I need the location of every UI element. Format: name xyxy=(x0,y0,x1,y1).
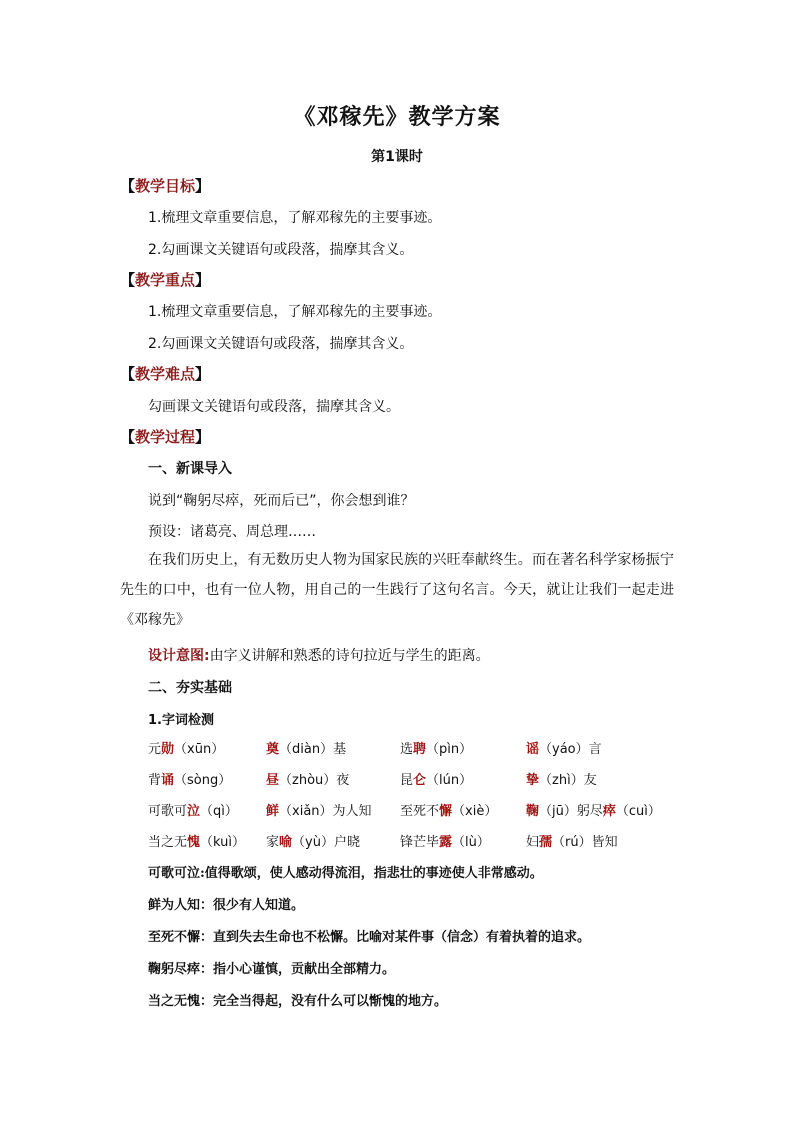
bracket-open: 【 xyxy=(120,271,136,289)
section-heading-goals xyxy=(120,175,210,196)
vocab-red: 鞠 xyxy=(526,804,540,819)
vocab-rest: 言 xyxy=(588,742,602,757)
vocab-pre: 家 xyxy=(266,835,280,850)
vocab-pre: 当之无 xyxy=(148,835,188,850)
vocab-pinyin: （pìn） xyxy=(426,742,473,757)
design-intent-text: 由字义讲解和熟悉的诗句拉近与学生的距离。 xyxy=(209,648,490,664)
vocab-red: 鲜 xyxy=(266,804,280,819)
heading-label: 教学目标 xyxy=(135,177,196,195)
vocab-pinyin: （jū） xyxy=(539,804,577,819)
vocab-red: 孺 xyxy=(539,835,553,850)
vocab-pinyin: （diàn） xyxy=(279,742,334,757)
vocab-pre: 可歌可 xyxy=(148,804,188,819)
vocab-pinyin: （lún） xyxy=(426,773,473,788)
vocab-word xyxy=(526,831,618,850)
definition-item: 鞠躬尽瘁：指小心谨慎，贡献出全部精力。 xyxy=(148,962,396,977)
vocab-word xyxy=(400,769,472,788)
intro-preset: 预设：诸葛亮、周总理…… xyxy=(148,524,316,540)
intro-heading: 一、新课导入 xyxy=(148,461,232,477)
vocab-red: 仑 xyxy=(413,773,427,788)
heading-label: 教学重点 xyxy=(135,271,196,289)
vocab-word xyxy=(526,738,602,757)
vocab-pre: 元 xyxy=(148,742,162,757)
vocab-pinyin: （qì） xyxy=(200,804,238,819)
vocab-rest: 为人知 xyxy=(332,804,372,819)
goal-item: 1.梳理文章重要信息，了解邓稼先的主要事迹。 xyxy=(148,210,442,226)
design-intent-label: 设计意图: xyxy=(148,648,210,664)
vocab-pinyin: （xiǎn） xyxy=(279,804,333,819)
definition-item: 可歌可泣:值得歌颂，使人感动得流泪，指悲壮的事迹使人非常感动。 xyxy=(148,866,543,881)
vocab-pinyin: （yáo） xyxy=(539,742,589,757)
bracket-close: 】 xyxy=(195,271,211,289)
design-intent xyxy=(148,645,490,665)
vocab-pinyin: （zhòu） xyxy=(279,773,337,788)
vocab-rest: 夜 xyxy=(336,773,350,788)
vocab-red: 愧 xyxy=(187,835,201,850)
vocab-red: 奠 xyxy=(266,742,280,757)
page-title: 《邓稼先》教学方案 xyxy=(293,105,501,130)
page-subtitle: 第1课时 xyxy=(371,149,423,165)
vocab-red: 昼 xyxy=(266,773,280,788)
vocab-rest: 友 xyxy=(583,773,597,788)
vocab-pinyin: （sòng） xyxy=(174,773,232,788)
vocab-pre: 至死不 xyxy=(400,804,440,819)
difficulty-item: 勾画课文关键语句或段落，揣摩其含义。 xyxy=(148,399,400,415)
vocab-word xyxy=(526,769,597,788)
bracket-open: 【 xyxy=(120,365,136,383)
vocab-pinyin: （kuì） xyxy=(200,835,246,850)
intro-question: 说到“鞠躬尽瘁，死而后已”，你会想到谁？ xyxy=(148,493,415,509)
vocab-word xyxy=(266,800,372,819)
vocab-word xyxy=(400,800,497,819)
basics-subheading: 1.字词检测 xyxy=(148,713,214,728)
definition-item: 当之无愧：完全当得起，没有什么可以惭愧的地方。 xyxy=(148,994,448,1009)
definition-item: 至死不懈：直到失去生命也不松懈。比喻对某件事（信念）有着执着的追求。 xyxy=(148,930,591,945)
vocab-rest: 躬尽 xyxy=(576,804,603,819)
vocab-word xyxy=(266,738,346,757)
vocab-red: 勋 xyxy=(161,742,175,757)
goal-item: 2.勾画课文关键语句或段落，揣摩其含义。 xyxy=(148,242,414,258)
basics-heading: 二、夯实基础 xyxy=(148,680,232,696)
vocab-pre: 昆 xyxy=(400,773,414,788)
vocab-pinyin: （xūn） xyxy=(174,742,225,757)
bracket-open: 【 xyxy=(120,177,136,195)
vocab-red: 露 xyxy=(439,835,453,850)
definition-item: 鲜为人知：很少有人知道。 xyxy=(148,898,305,913)
intro-paragraph: 在我们历史上，有无数历史人物为国家民族的兴旺奉献终生。而在著名科学家杨振宁先生的口中，也有一位人物，用自己的一生践行了这句名言。今天，就让让我们一起走进《邓稼先》 xyxy=(120,552,674,628)
focus-item: 1.梳理文章重要信息，了解邓稼先的主要事迹。 xyxy=(148,304,442,320)
vocab-pre: 背 xyxy=(148,773,162,788)
bracket-open: 【 xyxy=(120,428,136,446)
vocab-red2: 瘁 xyxy=(602,804,616,819)
heading-label: 教学过程 xyxy=(135,428,196,446)
section-heading-process xyxy=(120,426,210,447)
vocab-word xyxy=(266,769,349,788)
vocab-rest: 户晓 xyxy=(333,835,360,850)
focus-item: 2.勾画课文关键语句或段落，揣摩其含义。 xyxy=(148,336,414,352)
vocab-red: 懈 xyxy=(439,804,453,819)
vocab-word xyxy=(266,831,360,850)
vocab-red: 喻 xyxy=(279,835,293,850)
vocab-rest: 基 xyxy=(333,742,347,757)
vocab-word xyxy=(400,738,472,757)
vocab-pinyin: （rú） xyxy=(552,835,592,850)
vocab-word xyxy=(400,831,490,850)
bracket-close: 】 xyxy=(195,365,211,383)
bracket-close: 】 xyxy=(195,428,211,446)
vocab-word xyxy=(526,800,661,819)
vocab-pinyin: （yù） xyxy=(292,835,334,850)
vocab-red: 聘 xyxy=(413,742,427,757)
vocab-word xyxy=(148,738,224,757)
vocab-pre: 锋芒毕 xyxy=(400,835,440,850)
vocab-red: 泣 xyxy=(187,804,201,819)
vocab-pre: 妇 xyxy=(526,835,540,850)
vocab-red: 诵 xyxy=(161,773,175,788)
heading-label: 教学难点 xyxy=(135,365,196,383)
vocab-word xyxy=(148,831,245,850)
vocab-pinyin: （zhì） xyxy=(539,773,584,788)
vocab-pinyin: （lù） xyxy=(452,835,490,850)
section-heading-focus xyxy=(120,269,210,290)
vocab-word xyxy=(148,769,231,788)
section-heading-difficulty xyxy=(120,363,210,384)
vocab-red: 挚 xyxy=(526,773,540,788)
vocab-red: 谣 xyxy=(526,742,540,757)
vocab-pinyin: （xiè） xyxy=(452,804,498,819)
vocab-pinyin2: （cuì） xyxy=(615,804,661,819)
vocab-word xyxy=(148,800,238,819)
vocab-pre: 选 xyxy=(400,742,414,757)
vocab-rest: 皆知 xyxy=(591,835,618,850)
bracket-close: 】 xyxy=(195,177,211,195)
